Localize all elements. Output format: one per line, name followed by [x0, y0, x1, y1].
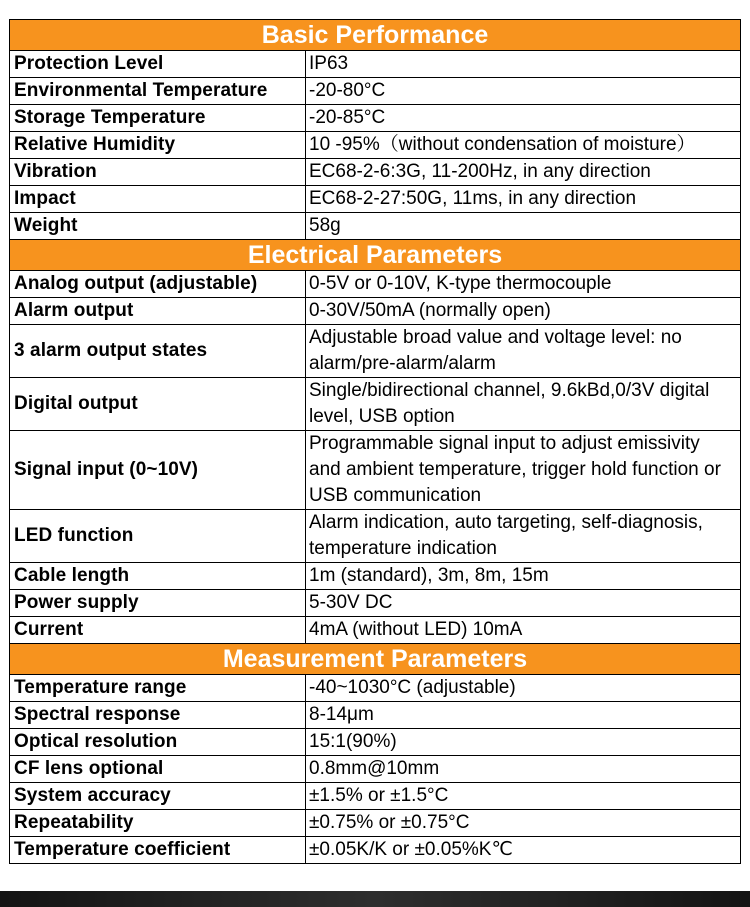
row-value: IP63	[306, 51, 741, 78]
row-label: Relative Humidity	[10, 132, 306, 159]
row-value: Single/bidirectional channel, 9.6kBd,0/3V digital level, USB option	[306, 378, 741, 431]
table-row	[10, 702, 741, 729]
row-label: LED function	[10, 510, 306, 563]
table-row	[10, 810, 741, 837]
row-label: Protection Level	[10, 51, 306, 78]
row-label: Vibration	[10, 159, 306, 186]
row-value: Programmable signal input to adjust emissivity and ambient temperature, trigger hold function or USB communication	[306, 431, 741, 510]
row-value: Alarm indication, auto targeting, self-diagnosis, temperature indication	[306, 510, 741, 563]
table-row	[10, 271, 741, 298]
table-row	[10, 756, 741, 783]
row-label: Temperature coefficient	[10, 837, 306, 864]
table-row	[10, 617, 741, 644]
section-header-electrical-parameters	[10, 240, 741, 271]
table-row	[10, 186, 741, 213]
spec-table	[9, 19, 741, 864]
row-label: Impact	[10, 186, 306, 213]
row-value: 8-14μm	[306, 702, 741, 729]
table-row	[10, 298, 741, 325]
row-label: Power supply	[10, 590, 306, 617]
table-row	[10, 675, 741, 702]
table-row	[10, 105, 741, 132]
row-value: Adjustable broad value and voltage level: no alarm/pre-alarm/alarm	[306, 325, 741, 378]
footer-dark-band	[0, 891, 750, 907]
table-row	[10, 378, 741, 431]
row-value: EC68-2-27:50G, 11ms, in any direction	[306, 186, 741, 213]
row-value: ±0.05K/K or ±0.05%K℃	[306, 837, 741, 864]
row-value: 0-5V or 0-10V, K-type thermocouple	[306, 271, 741, 298]
row-label: Repeatability	[10, 810, 306, 837]
section-title: Basic Performance	[10, 20, 741, 51]
row-value: 0.8mm@10mm	[306, 756, 741, 783]
table-row	[10, 132, 741, 159]
section-header-measurement-parameters	[10, 644, 741, 675]
row-value: 1m (standard), 3m, 8m, 15m	[306, 563, 741, 590]
table-row	[10, 213, 741, 240]
table-row	[10, 729, 741, 756]
row-label: Cable length	[10, 563, 306, 590]
table-row	[10, 783, 741, 810]
row-label: Alarm output	[10, 298, 306, 325]
row-label: Analog output (adjustable)	[10, 271, 306, 298]
table-row	[10, 510, 741, 563]
row-label: Signal input (0~10V)	[10, 431, 306, 510]
table-row	[10, 51, 741, 78]
row-label: Storage Temperature	[10, 105, 306, 132]
row-label: Temperature range	[10, 675, 306, 702]
section-title: Electrical Parameters	[10, 240, 741, 271]
row-label: Digital output	[10, 378, 306, 431]
section-header-basic-performance	[10, 20, 741, 51]
table-row	[10, 159, 741, 186]
row-value: 4mA (without LED) 10mA	[306, 617, 741, 644]
table-row	[10, 325, 741, 378]
row-value: -20-80°C	[306, 78, 741, 105]
table-row	[10, 431, 741, 510]
table-row	[10, 590, 741, 617]
row-value: 5-30V DC	[306, 590, 741, 617]
row-label: Optical resolution	[10, 729, 306, 756]
row-label: 3 alarm output states	[10, 325, 306, 378]
row-label: Spectral response	[10, 702, 306, 729]
row-label: Environmental Temperature	[10, 78, 306, 105]
table-row	[10, 837, 741, 864]
row-value: -20-85°C	[306, 105, 741, 132]
row-value: 0-30V/50mA (normally open)	[306, 298, 741, 325]
row-value: ±1.5% or ±1.5°C	[306, 783, 741, 810]
row-value: 10 -95%（without condensation of moisture）	[306, 132, 741, 159]
row-label: System accuracy	[10, 783, 306, 810]
row-value: 58g	[306, 213, 741, 240]
section-title: Measurement Parameters	[10, 644, 741, 675]
row-value: 15:1(90%)	[306, 729, 741, 756]
row-label: Weight	[10, 213, 306, 240]
table-row	[10, 563, 741, 590]
row-value: -40~1030°C (adjustable)	[306, 675, 741, 702]
row-label: CF lens optional	[10, 756, 306, 783]
row-value: ±0.75% or ±0.75°C	[306, 810, 741, 837]
table-row	[10, 78, 741, 105]
row-label: Current	[10, 617, 306, 644]
row-value: EC68-2-6:3G, 11-200Hz, in any direction	[306, 159, 741, 186]
